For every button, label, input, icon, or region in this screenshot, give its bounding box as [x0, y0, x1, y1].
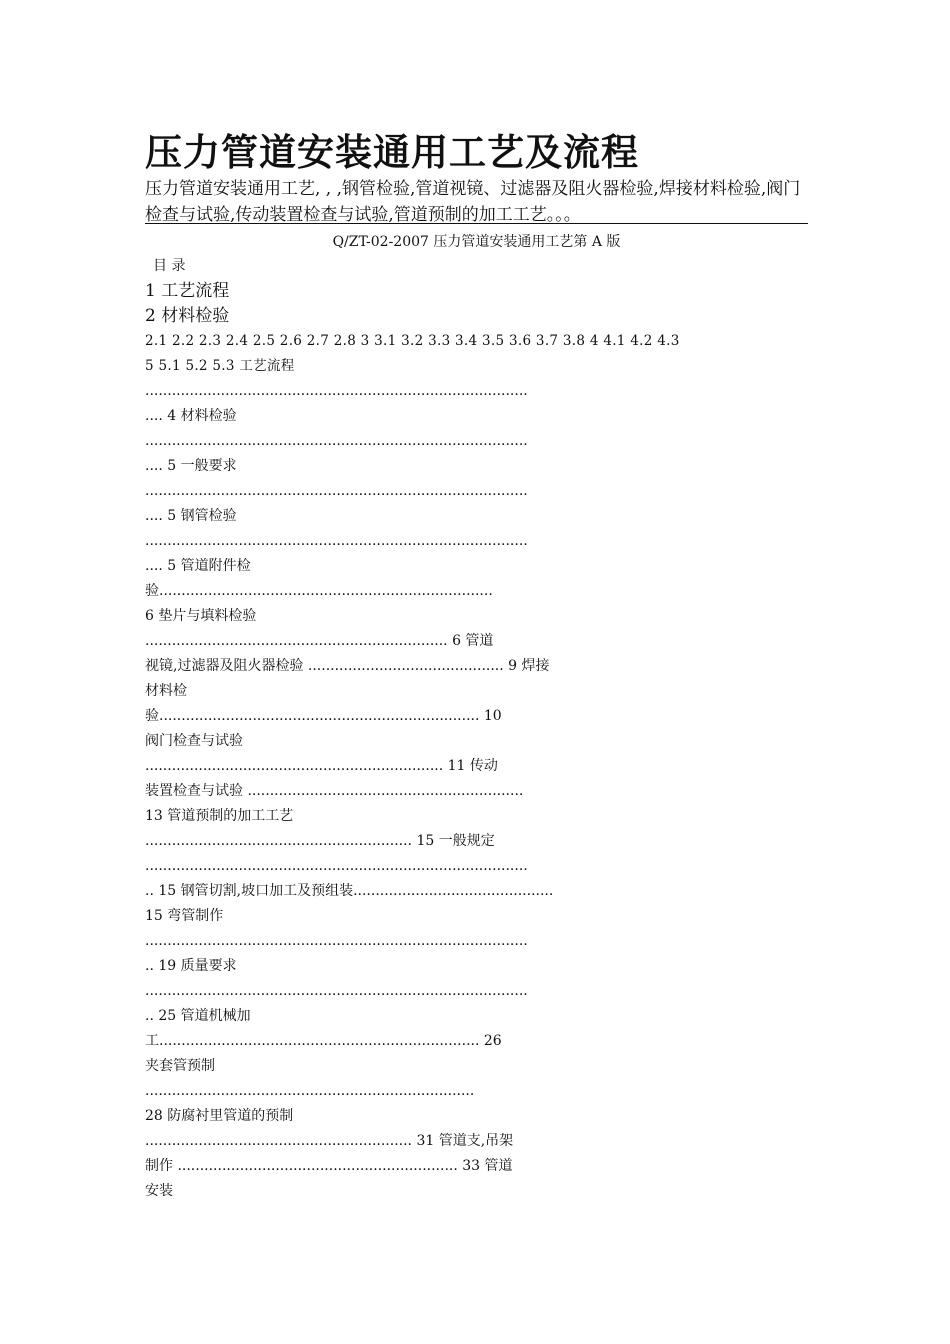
toc-dot-leader: ...................................................................................... — [145, 483, 528, 499]
toc-line: 13 管道预制的加工工艺 — [145, 808, 294, 824]
toc-line: .... 5 钢管检验 — [145, 508, 237, 524]
toc-line: .. 25 管道机械加 — [145, 1008, 251, 1024]
toc-line: 验........................................................................... — [145, 583, 493, 599]
toc-line: .... 5 管道附件检 — [145, 558, 251, 574]
toc-line: 制作 ............................................................... 33 管道 — [145, 1158, 513, 1174]
toc-line: 1 工艺流程 — [145, 281, 230, 301]
toc-line: 5 5.1 5.2 5.3 工艺流程 — [145, 358, 295, 374]
toc-line: 装置检查与试验 .............................................................. — [145, 783, 524, 799]
toc-dot-leader: ...................................................................................... — [145, 533, 528, 549]
toc-lines — [145, 254, 811, 1204]
toc-line: 6 垫片与填料检验 — [145, 608, 257, 624]
toc-line: 2 材料检验 — [145, 306, 230, 326]
toc-line: 材料检 — [145, 683, 187, 699]
toc-dot-leader: ...................................................................................... — [145, 383, 528, 399]
toc-line: ............................................................ 31 管道支,吊架 — [145, 1133, 514, 1149]
toc-line: 2.1 2.2 2.3 2.4 2.5 2.6 2.7 2.8 3 3.1 3.2 3.3 3.4 3.5 3.6 3.7 3.8 4 4.1 4.2 4.3 — [145, 333, 680, 349]
toc-line: .... 5 一般要求 — [145, 458, 237, 474]
toc-line: 验........................................................................ 10 — [145, 708, 502, 724]
document-title: 压力管道安装通用工艺及流程 — [145, 130, 639, 174]
toc-line: 工........................................................................ 26 — [145, 1033, 502, 1049]
toc-line: .. 15 钢管切割,坡口加工及预组装............................................. — [145, 883, 554, 899]
toc-line: ................................................................... 11 传动 — [145, 758, 498, 774]
toc-dot-leader: ...................................................................................... — [145, 933, 528, 949]
standard-header-line: Q/ZT-02-2007 压力管道安装通用工艺第 A 版 — [332, 234, 621, 250]
toc-line: 视镜,过滤器及阻火器检验 ............................................ 9 焊接 — [145, 658, 550, 674]
toc-dot-leader: ...................................................................................... — [145, 433, 528, 449]
toc-dot-leader: ...................................................................................... — [145, 983, 528, 999]
toc-dot-leader: .......................................................................... — [145, 1083, 475, 1099]
toc-line: 夹套管预制 — [145, 1058, 215, 1074]
summary-divider — [145, 223, 808, 224]
toc-line: .. 19 质量要求 — [145, 958, 237, 974]
toc-heading: 目 录 — [153, 258, 186, 274]
toc-line: .................................................................... 6 管道 — [145, 633, 494, 649]
toc-line: 阀门检查与试验 — [145, 733, 243, 749]
toc-line: 安装 — [145, 1183, 173, 1199]
toc-line: ............................................................ 15 一般规定 — [145, 833, 495, 849]
toc-line: 15 弯管制作 — [145, 908, 224, 924]
toc-line: .... 4 材料检验 — [145, 408, 237, 424]
toc-line: 28 防腐衬里管道的预制 — [145, 1108, 294, 1124]
document-summary: 压力管道安装通用工艺, , ,钢管检验,管道视镜、过滤器及阻火器检验,焊接材料检验,阀门检查与试验,传动装置检查与试验,管道预制的加工工艺。。。 — [145, 179, 801, 225]
toc-dot-leader: ...................................................................................... — [145, 858, 528, 874]
